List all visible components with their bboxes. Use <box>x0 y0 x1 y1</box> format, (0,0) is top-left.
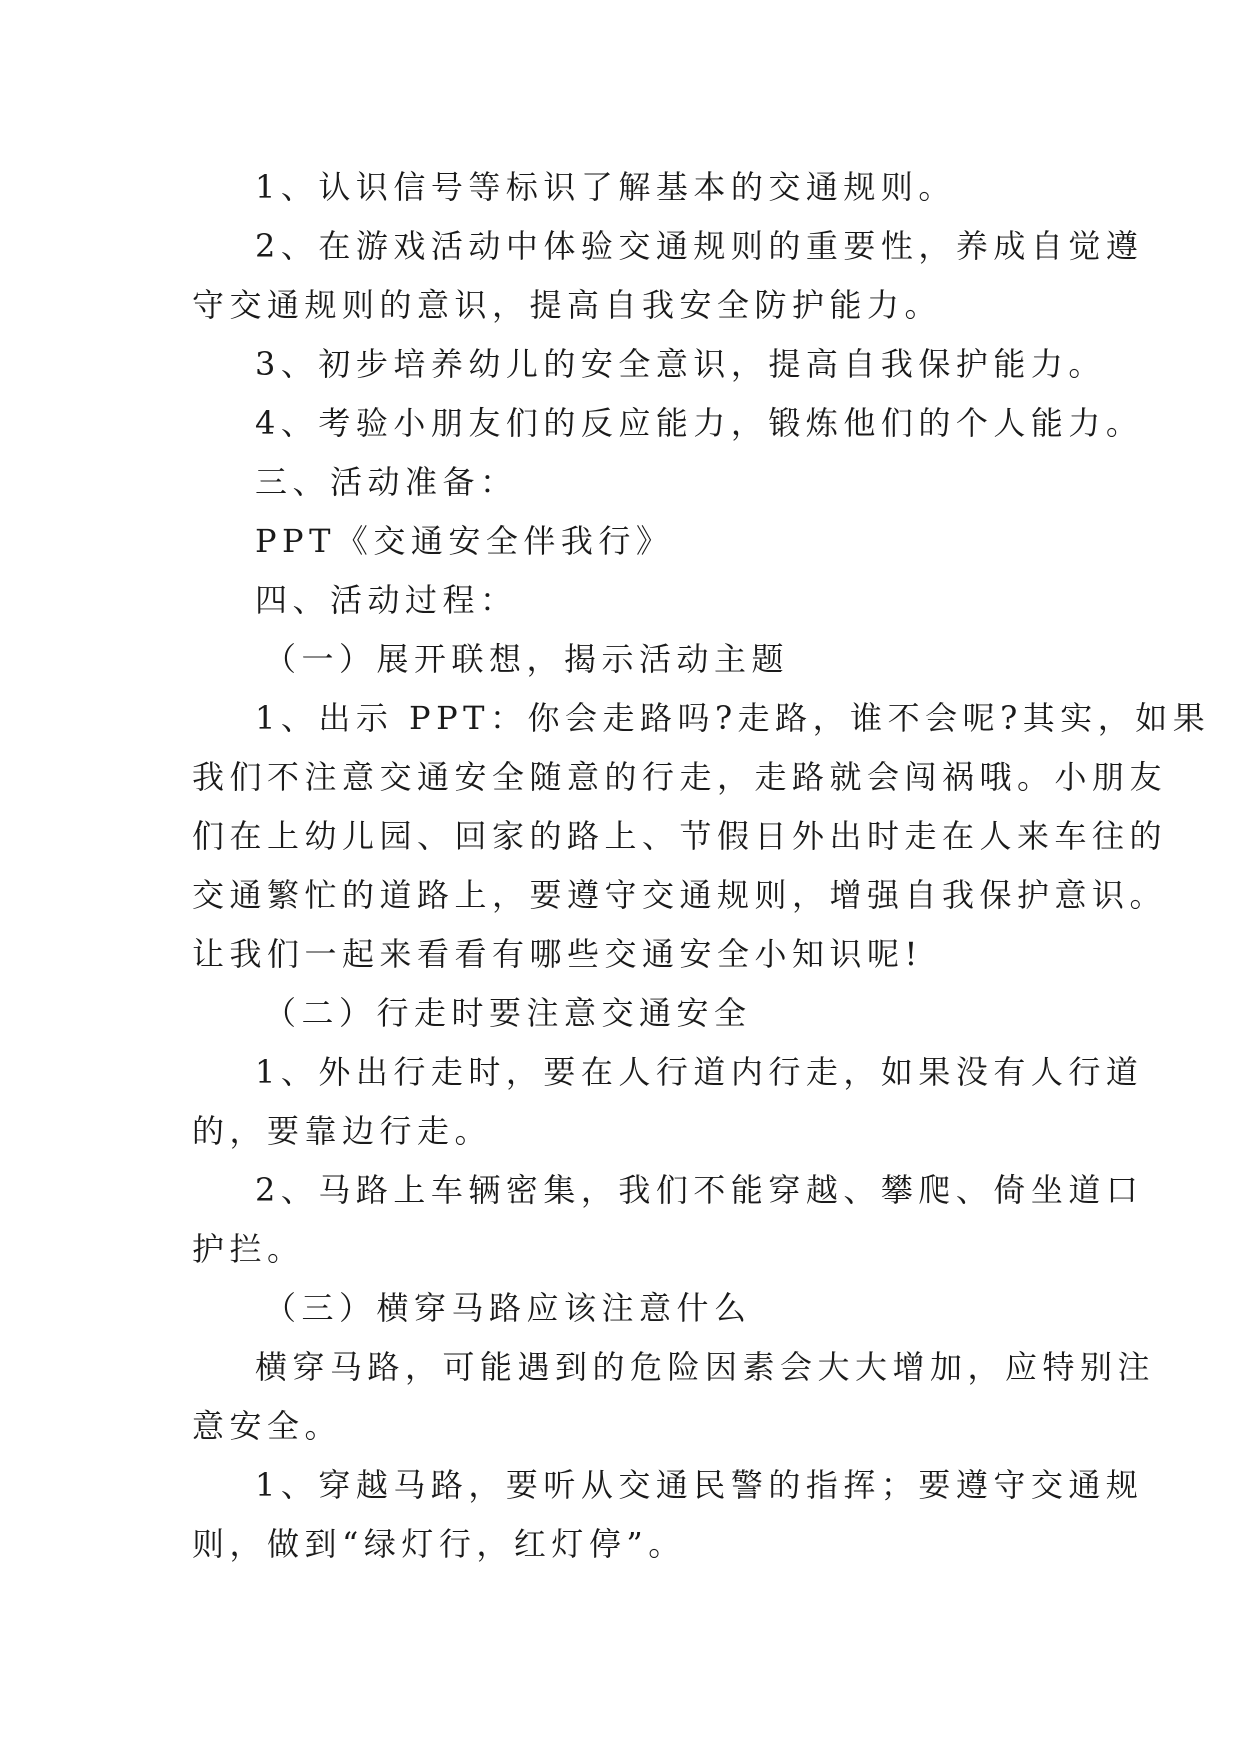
paragraph-walking-1 <box>192 1043 1144 1161</box>
paragraph-goal-3 <box>192 335 1106 394</box>
text-line: 则，做到“绿灯行，红灯停”。 <box>192 1525 686 1563</box>
text-line: （三）横穿马路应该注意什么 <box>264 1289 752 1327</box>
text-line: 1、出示 PPT：你会走路吗?走路，谁不会呢?其实，如果 <box>255 699 1211 737</box>
text-line: 3、初步培养幼儿的安全意识，提高自我保护能力。 <box>255 345 1106 383</box>
text-line: 守交通规则的意识，提高自我安全防护能力。 <box>192 286 943 324</box>
text-line: 1、外出行走时，要在人行道内行走，如果没有人行道 <box>255 1053 1144 1091</box>
subheading-2 <box>192 984 1092 1043</box>
text-line: 们在上幼儿园、回家的路上、节假日外出时走在人来车往的 <box>192 817 1168 855</box>
section-heading-process <box>192 571 1092 630</box>
text-line: 2、马路上车辆密集，我们不能穿越、攀爬、倚坐道口 <box>255 1171 1144 1209</box>
text-line: （一）展开联想，揭示活动主题 <box>264 640 790 678</box>
section-heading-preparation <box>192 453 1092 512</box>
text-line: 1、认识信号等标识了解基本的交通规则。 <box>255 168 956 206</box>
paragraph-goal-1 <box>192 158 1092 217</box>
text-line: 横穿马路，可能遇到的危险因素会大大增加，应特别注 <box>255 1348 1156 1386</box>
text-line: 让我们一起来看看有哪些交通安全小知识呢! <box>192 935 923 973</box>
paragraph-intro <box>192 689 1211 984</box>
paragraph-crossing-1 <box>192 1456 1144 1574</box>
paragraph-goal-2 <box>192 217 1144 335</box>
subheading-1 <box>192 630 1092 689</box>
text-line: 的，要靠边行走。 <box>192 1112 493 1150</box>
document-body <box>192 158 1211 1574</box>
text-line: 1、穿越马路，要听从交通民警的指挥；要遵守交通规 <box>255 1466 1144 1504</box>
text-line: 4、考验小朋友们的反应能力，锻炼他们的个人能力。 <box>255 404 1144 442</box>
text-line: （二）行走时要注意交通安全 <box>264 994 752 1032</box>
paragraph-crossing-intro <box>192 1338 1156 1456</box>
subheading-3 <box>192 1279 1092 1338</box>
text-line: 我们不注意交通安全随意的行走，走路就会闯祸哦。小朋友 <box>192 758 1168 796</box>
paragraph-walking-2 <box>192 1161 1144 1279</box>
text-line: 交通繁忙的道路上，要遵守交通规则，增强自我保护意识。 <box>192 876 1168 914</box>
text-line: 2、在游戏活动中体验交通规则的重要性，养成自觉遵 <box>255 227 1144 265</box>
text-line: 四、活动过程： <box>255 581 518 619</box>
text-line: 意安全。 <box>192 1407 343 1445</box>
paragraph-ppt <box>192 512 1092 571</box>
text-line: 护拦。 <box>192 1230 305 1268</box>
text-line: 三、活动准备： <box>255 463 518 501</box>
text-line: PPT《交通安全伴我行》 <box>255 522 674 560</box>
paragraph-goal-4 <box>192 394 1144 453</box>
